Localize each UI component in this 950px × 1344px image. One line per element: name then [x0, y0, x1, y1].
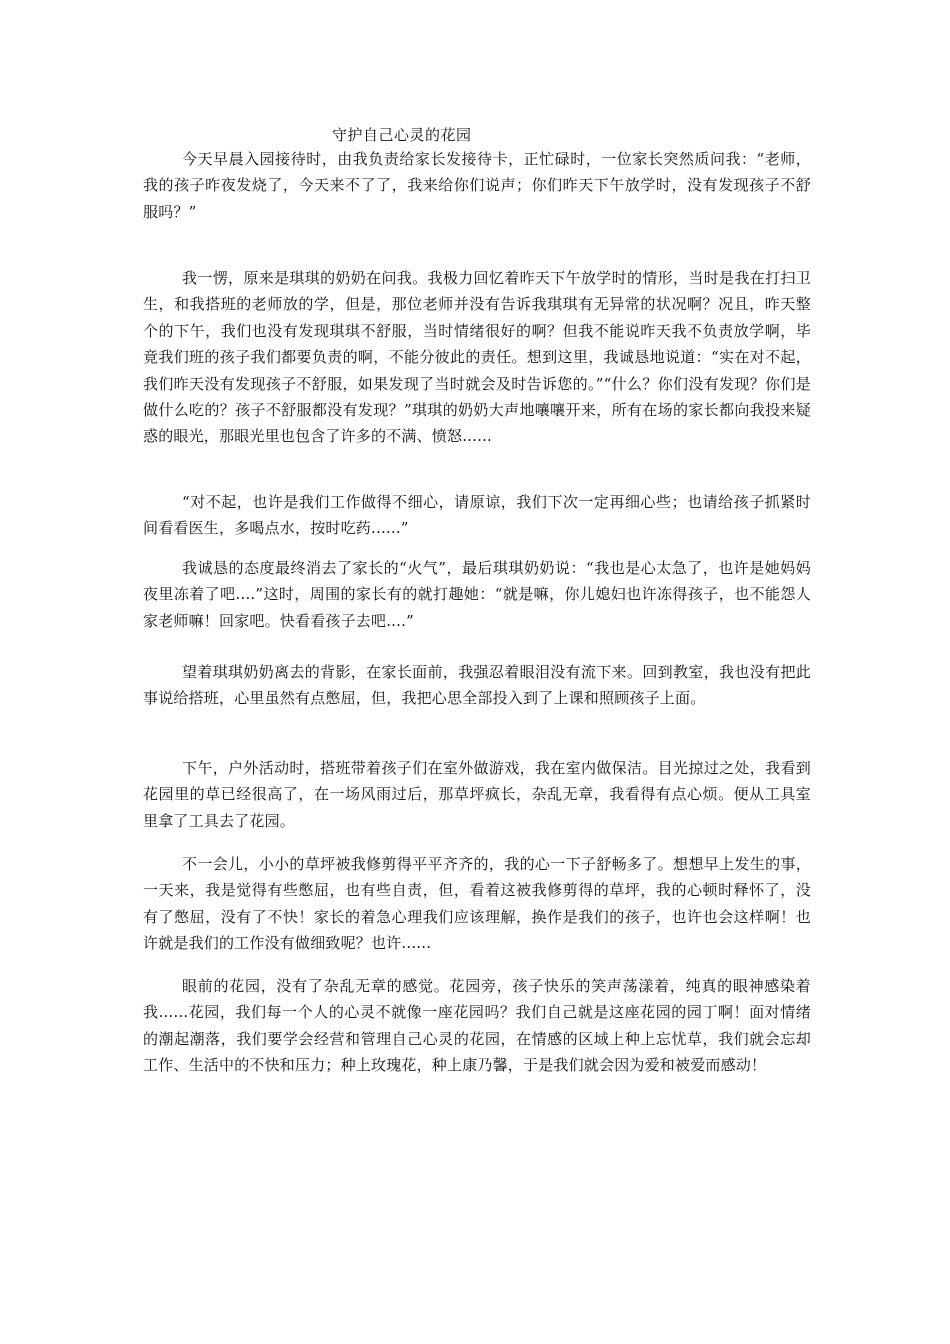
paragraph-4: 我诚恳的态度最终消去了家长的“火气”，最后琪琪奶奶说：“我也是心太急了，也许是她妈妈夜里冻着了吧....”这时，周围的家长有的就打趣她：“就是嘛，你儿媳妇也许冻得孩子，也不能怨人家老师嘛！回家吧。快看看孩子去吧....” — [143, 559, 811, 630]
paragraph-5: 望着琪琪奶奶离去的背影，在家长面前，我强忍着眼泪没有流下来。回到教室，我也没有把此事说给搭班，心里虽然有点憋屈，但，我把心思全部投入到了上课和照顾孩子上面。 — [143, 663, 811, 708]
paragraph-1: 今天早晨入园接待时，由我负责给家长发接待卡，正忙碌时，一位家长突然质问我：“老师，我的孩子昨夜发烧了，今天来不了了，我来给你们说声；你们昨天下午放学时，没有发现孩子不舒服吗？” — [143, 150, 811, 221]
paragraph-7: 不一会儿，小小的草坪被我修剪得平平齐齐的，我的心一下子舒畅多了。想想早上发生的事，一天来，我是觉得有些憋屈，也有些自责，但，看着这被我修剪得的草坪，我的心顿时释怀了，没有了憋屈，没有了不快！家长的着急心理我们应该理解，换作是我们的孩子，也许也会这样啊！也许就是我们的工作没有做细致呢？也许...... — [143, 855, 811, 953]
paragraph-3: “对不起，也许是我们工作做得不细心，请原谅，我们下次一定再细心些；也请给孩子抓紧时间看看医生，多喝点水，按时吃药......” — [143, 493, 811, 538]
paragraph-8: 眼前的花园，没有了杂乱无章的感觉。花园旁，孩子快乐的笑声荡漾着，纯真的眼神感染着我......花园，我们每一个人的心灵不就像一座花园吗？我们自己就是这座花园的园丁啊！面对情绪的潮起潮落，我们要学会经营和管理自己心灵的花园，在情感的区域上种上忘忧草，我们就会忘却工作、生活中的不快和压力；种上玫瑰花，种上康乃馨，于是我们就会因为爱和被爱而感动！ — [143, 977, 811, 1075]
paragraph-6: 下午，户外活动时，搭班带着孩子们在室外做游戏，我在室内做保洁。目光掠过之处，我看到花园里的草已经很高了，在一场风雨过后，那草坪疯长，杂乱无章，我看得有点心烦。便从工具室里拿了工具去了花园。 — [143, 759, 811, 830]
document-title: 守护自己心灵的花园 — [332, 126, 472, 144]
paragraph-2: 我一愣，原来是琪琪的奶奶在问我。我极力回忆着昨天下午放学时的情形，当时是我在打扫卫生，和我搭班的老师放的学，但是，那位老师并没有告诉我琪琪有无异常的状况啊？况且，昨天整个的下午，我们也没有发现琪琪不舒服，当时情绪很好的啊？但我不能说昨天我不负责放学啊，毕竟我们班的孩子我们都要负责的啊，不能分彼此的责任。想到这里，我诚恳地说道：“实在对不起，我们昨天没有发现孩子不舒服，如果发现了当时就会及时告诉您的。”“什么？你们没有发现？你们是做什么吃的？孩子不舒服都没有发现？”琪琪的奶奶大声地嚷嚷开来，所有在场的家长都向我投来疑惑的眼光，那眼光里也包含了许多的不满、愤怒...... — [143, 269, 811, 446]
